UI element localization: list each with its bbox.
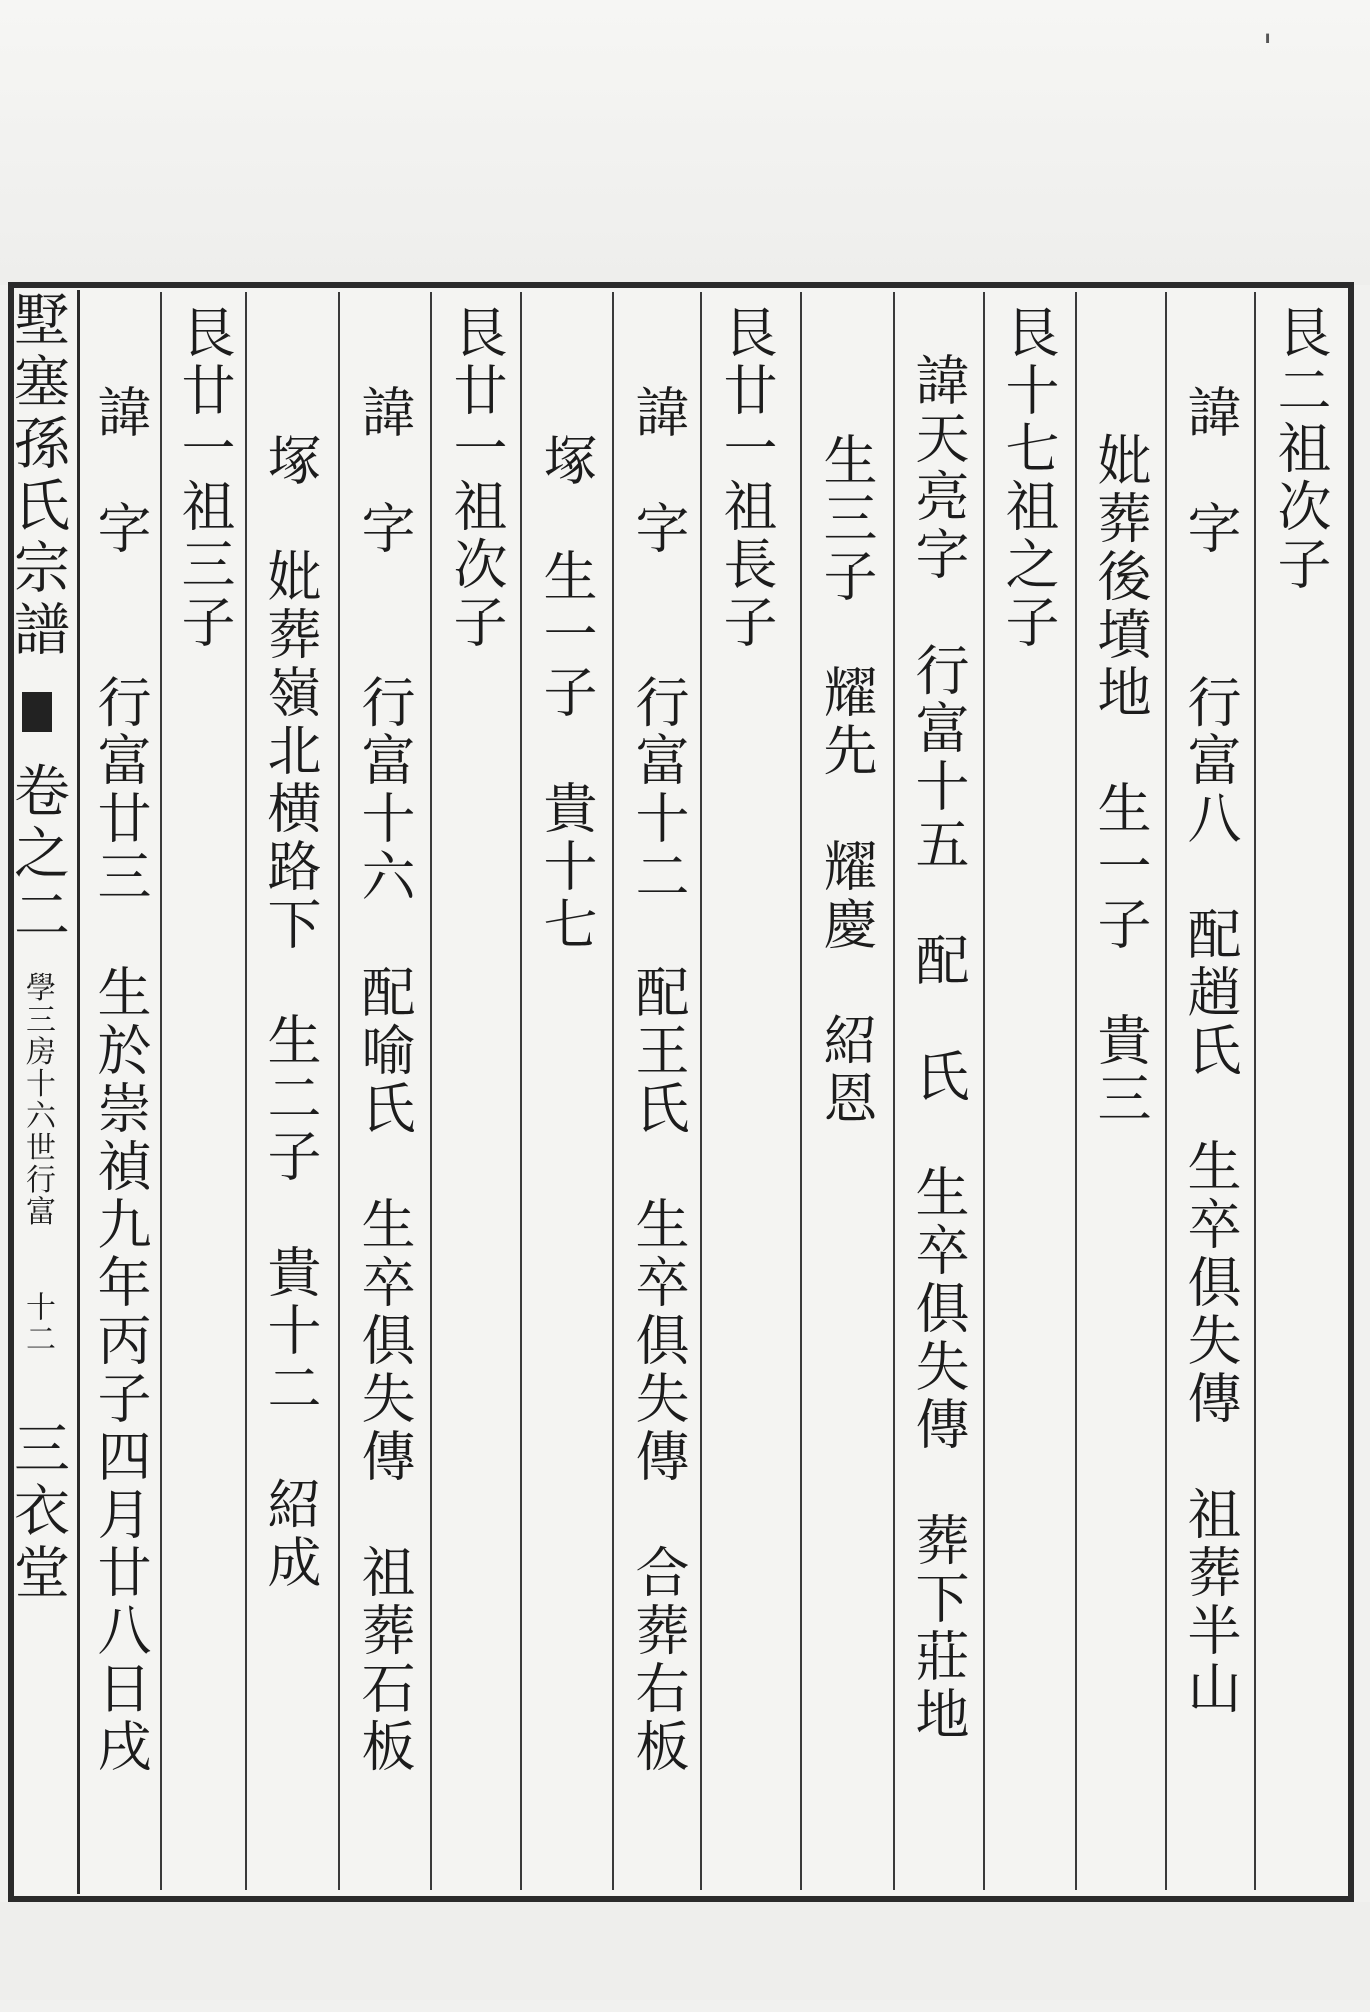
ink-speck: ˈ xyxy=(1262,28,1273,74)
text-column xyxy=(620,292,704,1890)
text-column xyxy=(990,292,1074,1890)
text-column xyxy=(808,292,892,1890)
text-column xyxy=(166,292,250,1890)
entry-line: 諱 字 行富八 配趙氏 生卒俱失傳 祖葬半山 xyxy=(1179,384,1242,1718)
column-rule xyxy=(338,292,340,1890)
entry-heading: 艮廿一祖長子 xyxy=(715,304,778,652)
column-rule xyxy=(800,292,802,1890)
paper-top-margin xyxy=(0,0,1370,285)
entry-line: 諱天亮字 行富十五 配 氏 生卒俱失傳 葬下莊地 xyxy=(907,352,970,1744)
text-column xyxy=(438,292,522,1890)
section-note: 學三房十六世行富 xyxy=(20,971,55,1228)
text-column xyxy=(346,292,430,1890)
page-number: 十二 xyxy=(20,1291,55,1356)
entry-heading: 艮廿一祖三子 xyxy=(173,304,236,652)
book-title: 墅塞孫氏宗譜 xyxy=(5,290,70,662)
entry-line: 塚 生一子 貴十七 xyxy=(535,432,598,954)
fish-tail-mark xyxy=(22,692,52,732)
paper-bottom-margin xyxy=(0,1902,1370,2000)
entry-line: 妣葬後墳地 生一子 貴三 xyxy=(1089,432,1152,1128)
entry-heading: 艮二祖次子 xyxy=(1269,304,1332,594)
entry-heading: 艮廿一祖次子 xyxy=(445,304,508,652)
entry-line: 諱 字 行富十六 配喻氏 生卒俱失傳 祖葬石板 xyxy=(353,384,416,1776)
margin-strip xyxy=(5,290,80,1894)
entry-line: 諱 字 行富廿三 生於崇禎九年丙子四月廿八日戌 xyxy=(89,384,152,1776)
column-rule xyxy=(612,292,614,1890)
text-column xyxy=(252,292,336,1890)
text-column xyxy=(1172,292,1256,1890)
column-rule xyxy=(1075,292,1077,1890)
text-column xyxy=(528,292,612,1890)
entry-heading: 艮十七祖之子 xyxy=(997,304,1060,652)
hall-name: 三衣堂 xyxy=(5,1419,70,1606)
text-column xyxy=(82,292,166,1890)
column-rule xyxy=(893,292,895,1890)
text-column xyxy=(708,292,792,1890)
text-column xyxy=(1082,292,1166,1890)
column-rule xyxy=(430,292,432,1890)
text-column xyxy=(900,292,984,1890)
volume-label: 卷之二 xyxy=(5,761,70,948)
text-column xyxy=(1262,292,1346,1890)
entry-line: 生三子 耀先 耀慶 紹恩 xyxy=(815,432,878,1128)
entry-line: 塚 妣葬嶺北横路下 生二子 貴十二 紹成 xyxy=(259,432,322,1592)
entry-line: 諱 字 行富十二 配王氏 生卒俱失傳 合葬右板 xyxy=(627,384,690,1776)
